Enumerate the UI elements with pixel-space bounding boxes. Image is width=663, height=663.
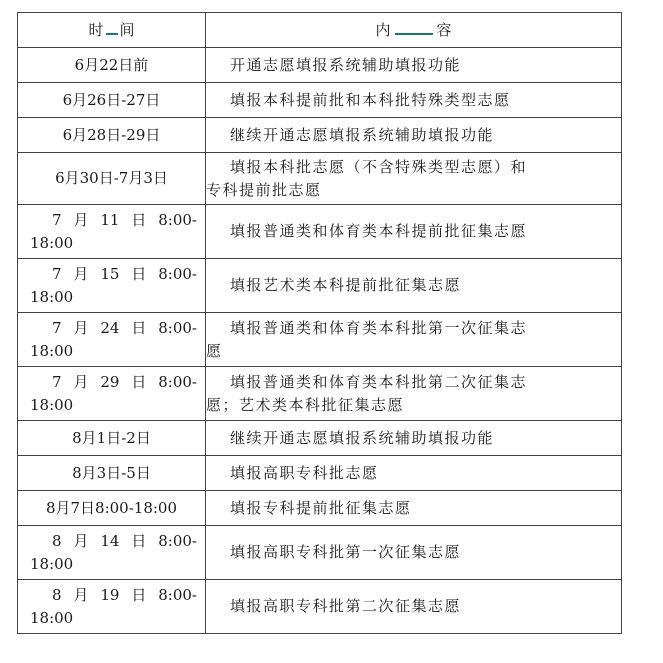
header-content-char-2: 容 [436, 20, 452, 39]
content-line-1: 填报普通类和体育类本科批第二次征集志 [230, 372, 528, 391]
date-line-1 [30, 263, 197, 286]
content-text: 填报专科提前批征集志愿 [230, 498, 412, 517]
content-text: 填报高职专科批志愿 [230, 463, 379, 482]
date-cell [18, 313, 206, 367]
date-month-unit: 月 [73, 372, 89, 391]
date-day: 19 [100, 585, 120, 604]
content-cell [206, 421, 622, 456]
date-day-unit: 日 [131, 318, 147, 337]
date-end-time: 18:00 [30, 341, 74, 360]
date-cell [18, 205, 206, 259]
date-month-unit: 月 [73, 531, 89, 550]
date-month: 7 [52, 264, 62, 283]
date-start-time: 8:00- [158, 210, 197, 229]
header-content [206, 13, 622, 48]
header-time-char-2: 间 [119, 20, 135, 39]
date-day: 11 [100, 210, 120, 229]
content-line-2: 愿；艺术类本科批征集志愿 [206, 395, 405, 414]
header-row [18, 13, 622, 48]
table-row [18, 580, 622, 634]
date-line-1 [30, 317, 197, 340]
table-row [18, 205, 622, 259]
content-cell [206, 153, 622, 205]
date-month: 7 [52, 318, 62, 337]
content-cell [206, 48, 622, 83]
date-month-unit: 月 [73, 210, 89, 229]
table-row [18, 526, 622, 580]
date-cell: 6月22日前 [18, 48, 206, 83]
date-line-1 [30, 209, 197, 232]
table-row [18, 367, 622, 421]
content-line-1: 填报本科批志愿（不含特殊类型志愿）和 [230, 157, 528, 176]
content-cell [206, 367, 622, 421]
header-underline [106, 33, 118, 35]
date-cell: 6月28日-29日 [18, 118, 206, 153]
date-cell: 8月1日-2日 [18, 421, 206, 456]
date-start-time: 8:00- [158, 264, 197, 283]
date-day: 29 [100, 372, 120, 391]
date-month: 8 [52, 531, 62, 550]
table-row [18, 421, 622, 456]
date-start-time: 8:00- [158, 585, 197, 604]
content-text: 填报本科提前批和本科批特殊类型志愿 [230, 90, 511, 109]
table-row [18, 456, 622, 491]
date-month: 7 [52, 372, 62, 391]
date-month-unit: 月 [73, 264, 89, 283]
date-end-time: 18:00 [30, 395, 74, 414]
date-cell [18, 259, 206, 313]
date-cell: 6月30日-7月3日 [18, 153, 206, 205]
content-text: 填报普通类和体育类本科提前批征集志愿 [230, 222, 528, 240]
date-start-time: 8:00- [158, 531, 197, 550]
table-row [18, 153, 622, 205]
content-text: 填报高职专科批第二次征集志愿 [230, 597, 462, 615]
date-cell [18, 580, 206, 634]
table-row [18, 313, 622, 367]
content-cell [206, 491, 622, 526]
content-cell [206, 118, 622, 153]
date-day-unit: 日 [131, 264, 147, 283]
date-month-unit: 月 [73, 585, 89, 604]
table-row [18, 83, 622, 118]
date-start-time: 8:00- [158, 372, 197, 391]
content-cell [206, 526, 622, 580]
content-cell [206, 83, 622, 118]
date-end-time: 18:00 [30, 233, 74, 252]
date-day-unit: 日 [131, 210, 147, 229]
content-text: 开通志愿填报系统辅助填报功能 [230, 55, 462, 74]
date-end-time: 18:00 [30, 554, 74, 573]
date-month: 7 [52, 210, 62, 229]
content-text: 填报高职专科批第一次征集志愿 [230, 543, 462, 561]
date-line-1 [30, 530, 197, 553]
date-day-unit: 日 [131, 585, 147, 604]
content-line-2: 专科提前批志愿 [206, 180, 322, 199]
date-month-unit: 月 [73, 318, 89, 337]
date-cell: 6月26日-27日 [18, 83, 206, 118]
date-day: 14 [100, 531, 120, 550]
date-day-unit: 日 [131, 531, 147, 550]
header-time [18, 13, 206, 48]
content-line-1: 填报普通类和体育类本科批第一次征集志 [230, 318, 528, 337]
content-cell [206, 205, 622, 259]
content-text: 继续开通志愿填报系统辅助填报功能 [230, 428, 495, 447]
content-cell [206, 456, 622, 491]
date-month: 8 [52, 585, 62, 604]
table-row [18, 259, 622, 313]
date-cell: 8月7日8:00-18:00 [18, 491, 206, 526]
date-line-1 [30, 371, 197, 394]
date-end-time: 18:00 [30, 287, 74, 306]
content-cell [206, 313, 622, 367]
schedule-table [17, 12, 622, 634]
table-row [18, 48, 622, 83]
header-content-char-1: 内 [375, 20, 391, 39]
content-cell [206, 580, 622, 634]
date-day: 24 [100, 318, 120, 337]
header-underline [395, 33, 433, 35]
date-start-time: 8:00- [158, 318, 197, 337]
content-line-2: 愿 [206, 341, 223, 360]
content-text: 继续开通志愿填报系统辅助填报功能 [230, 125, 495, 144]
content-cell [206, 259, 622, 313]
date-line-1 [30, 584, 197, 607]
table-row [18, 118, 622, 153]
date-cell: 8月3日-5日 [18, 456, 206, 491]
header-time-char-1: 时 [88, 20, 104, 39]
date-cell [18, 526, 206, 580]
date-day-unit: 日 [131, 372, 147, 391]
date-day: 15 [100, 264, 120, 283]
table-row [18, 491, 622, 526]
date-cell [18, 367, 206, 421]
content-text: 填报艺术类本科提前批征集志愿 [230, 276, 462, 294]
date-end-time: 18:00 [30, 608, 74, 627]
